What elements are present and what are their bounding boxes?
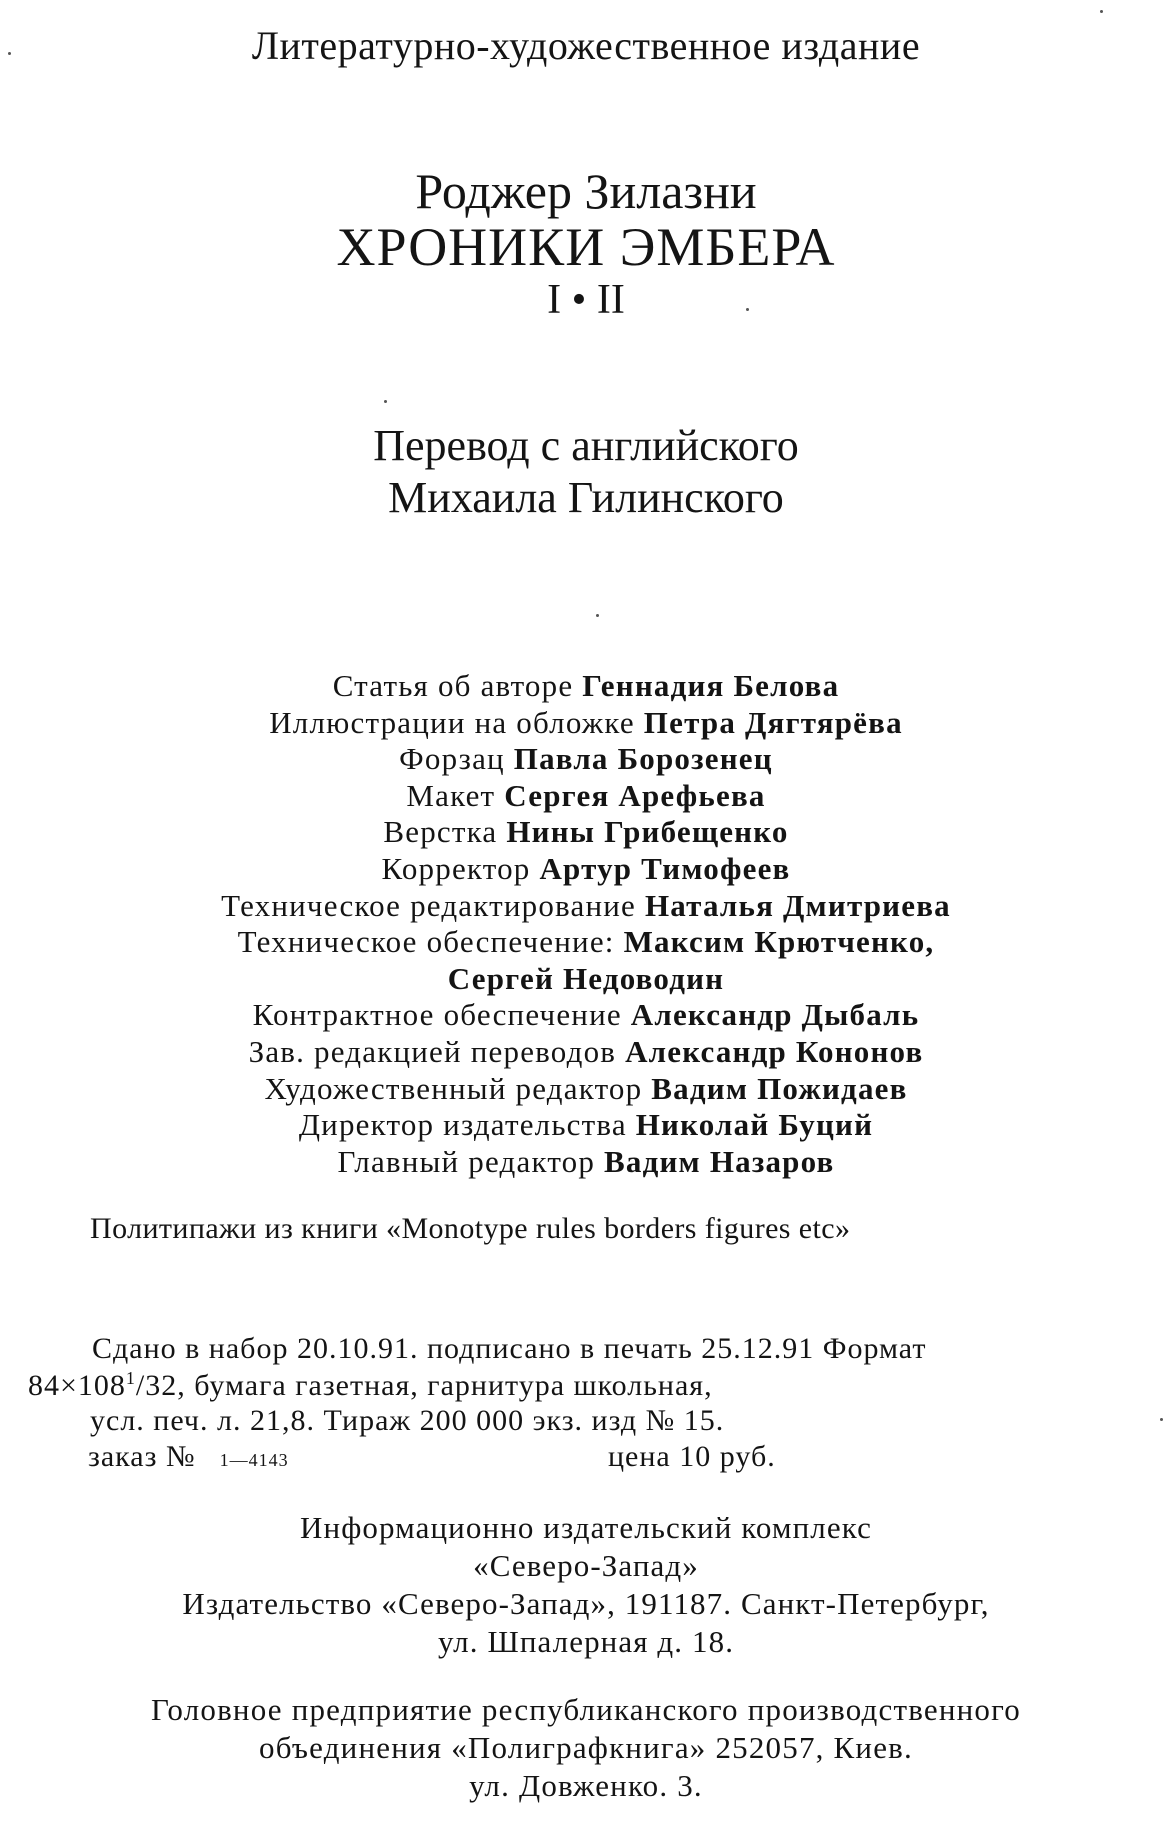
credit-role: Форзац bbox=[399, 741, 505, 777]
credit-line bbox=[0, 814, 1172, 850]
credit-line bbox=[0, 741, 1172, 777]
volume-numbers: I • II bbox=[547, 277, 625, 323]
imprint-line-3: усл. печ. л. 21,8. Тираж 200 000 экз. изд № 15. bbox=[90, 1404, 725, 1437]
credit-role: Зав. редакцией переводов bbox=[248, 1034, 617, 1069]
format-suffix: /32, бумага газетная, гарнитура школьная, bbox=[135, 1369, 713, 1402]
credit-role: Статья об авторе bbox=[332, 668, 574, 703]
credit-line bbox=[0, 997, 1172, 1033]
imprint-line-1: Сдано в набор 20.10.91. подписано в печать 25.12.91 Формат bbox=[92, 1332, 927, 1365]
format-prefix: 84×108 bbox=[28, 1369, 126, 1402]
credit-line bbox=[0, 1107, 1172, 1143]
credit-role: Художественный редактор bbox=[264, 1070, 643, 1106]
credit-name: Максим Крютченко, bbox=[623, 924, 935, 960]
credit-name: Наталья Дмитриева bbox=[644, 887, 951, 923]
translation-line-1: Перевод с английского bbox=[373, 421, 799, 470]
credit-line bbox=[0, 668, 1172, 704]
printer-line-1: Головное предприятие республиканского производственного bbox=[151, 1692, 1021, 1727]
credit-name: Сергея Арефьева bbox=[504, 777, 766, 813]
publisher-line-2: «Северо-Запад» bbox=[473, 1548, 699, 1583]
series-heading: Литературно-художественное издание bbox=[251, 23, 921, 68]
publisher-line-4: ул. Шпалерная д. 18. bbox=[437, 1624, 735, 1659]
credit-line bbox=[0, 778, 1172, 814]
publisher-line-1: Информационно издательский комплекс bbox=[300, 1510, 872, 1545]
book-title: ХРОНИКИ ЭМБЕРА bbox=[336, 217, 836, 277]
printer-line-3: ул. Довженко. 3. bbox=[469, 1768, 703, 1803]
credit-role: Иллюстрации на обложке bbox=[269, 704, 635, 740]
price: цена 10 руб. bbox=[608, 1440, 776, 1473]
credit-role: Контрактное обеспечение bbox=[252, 997, 622, 1033]
credit-name: Николай Буций bbox=[635, 1107, 874, 1143]
format-superscript: 1 bbox=[125, 1368, 136, 1388]
order-label: заказ № bbox=[88, 1440, 196, 1473]
credit-line bbox=[0, 851, 1172, 887]
credit-name: Геннадия Белова bbox=[582, 668, 840, 703]
credit-role: Макет bbox=[406, 777, 496, 813]
credit-name: Нины Грибещенко bbox=[506, 814, 789, 850]
credit-line bbox=[0, 1071, 1172, 1107]
credit-name: Петра Дягтярёва bbox=[643, 704, 903, 740]
credit-role: Верстка bbox=[383, 814, 498, 850]
politypes-note: Политипажи из книги «Monotype rules borders figures etc» bbox=[90, 1212, 851, 1245]
credit-name: Павла Борозенец bbox=[513, 741, 773, 777]
credit-role: Техническое редактирование bbox=[221, 887, 636, 923]
credit-line bbox=[0, 888, 1172, 924]
credit-role: Техническое обеспечение: bbox=[237, 924, 615, 960]
author-name: Роджер Зилазни bbox=[415, 163, 757, 219]
credit-line bbox=[0, 1144, 1172, 1180]
order-number: 1—4143 bbox=[219, 1450, 289, 1470]
imprint-line-4 bbox=[88, 1440, 776, 1474]
credit-line bbox=[0, 1034, 1172, 1070]
publisher-line-3: Издательство «Северо-Запад», 191187. Санкт-Петербург, bbox=[182, 1586, 990, 1621]
credit-line bbox=[0, 961, 1172, 997]
translator-name: Михаила Гилинского bbox=[388, 473, 784, 522]
credit-line bbox=[0, 705, 1172, 741]
credit-name: Вадим Пожидаев bbox=[651, 1070, 908, 1106]
credit-role: Главный редактор bbox=[337, 1143, 596, 1179]
credit-name: Александр Дыбаль bbox=[630, 997, 920, 1033]
credit-name: Вадим Назаров bbox=[604, 1143, 835, 1179]
credit-line bbox=[0, 924, 1172, 960]
printer-line-2: объединения «Полиграфкнига» 252057, Киев. bbox=[259, 1730, 913, 1765]
credit-name: Артур Тимофеев bbox=[539, 851, 791, 886]
credit-role: Корректор bbox=[381, 851, 531, 886]
credit-name: Сергей Недоводин bbox=[447, 960, 725, 996]
credit-role: Директор издательства bbox=[298, 1107, 627, 1143]
credit-name: Александр Кононов bbox=[625, 1034, 924, 1069]
imprint-line-2 bbox=[28, 1368, 713, 1403]
